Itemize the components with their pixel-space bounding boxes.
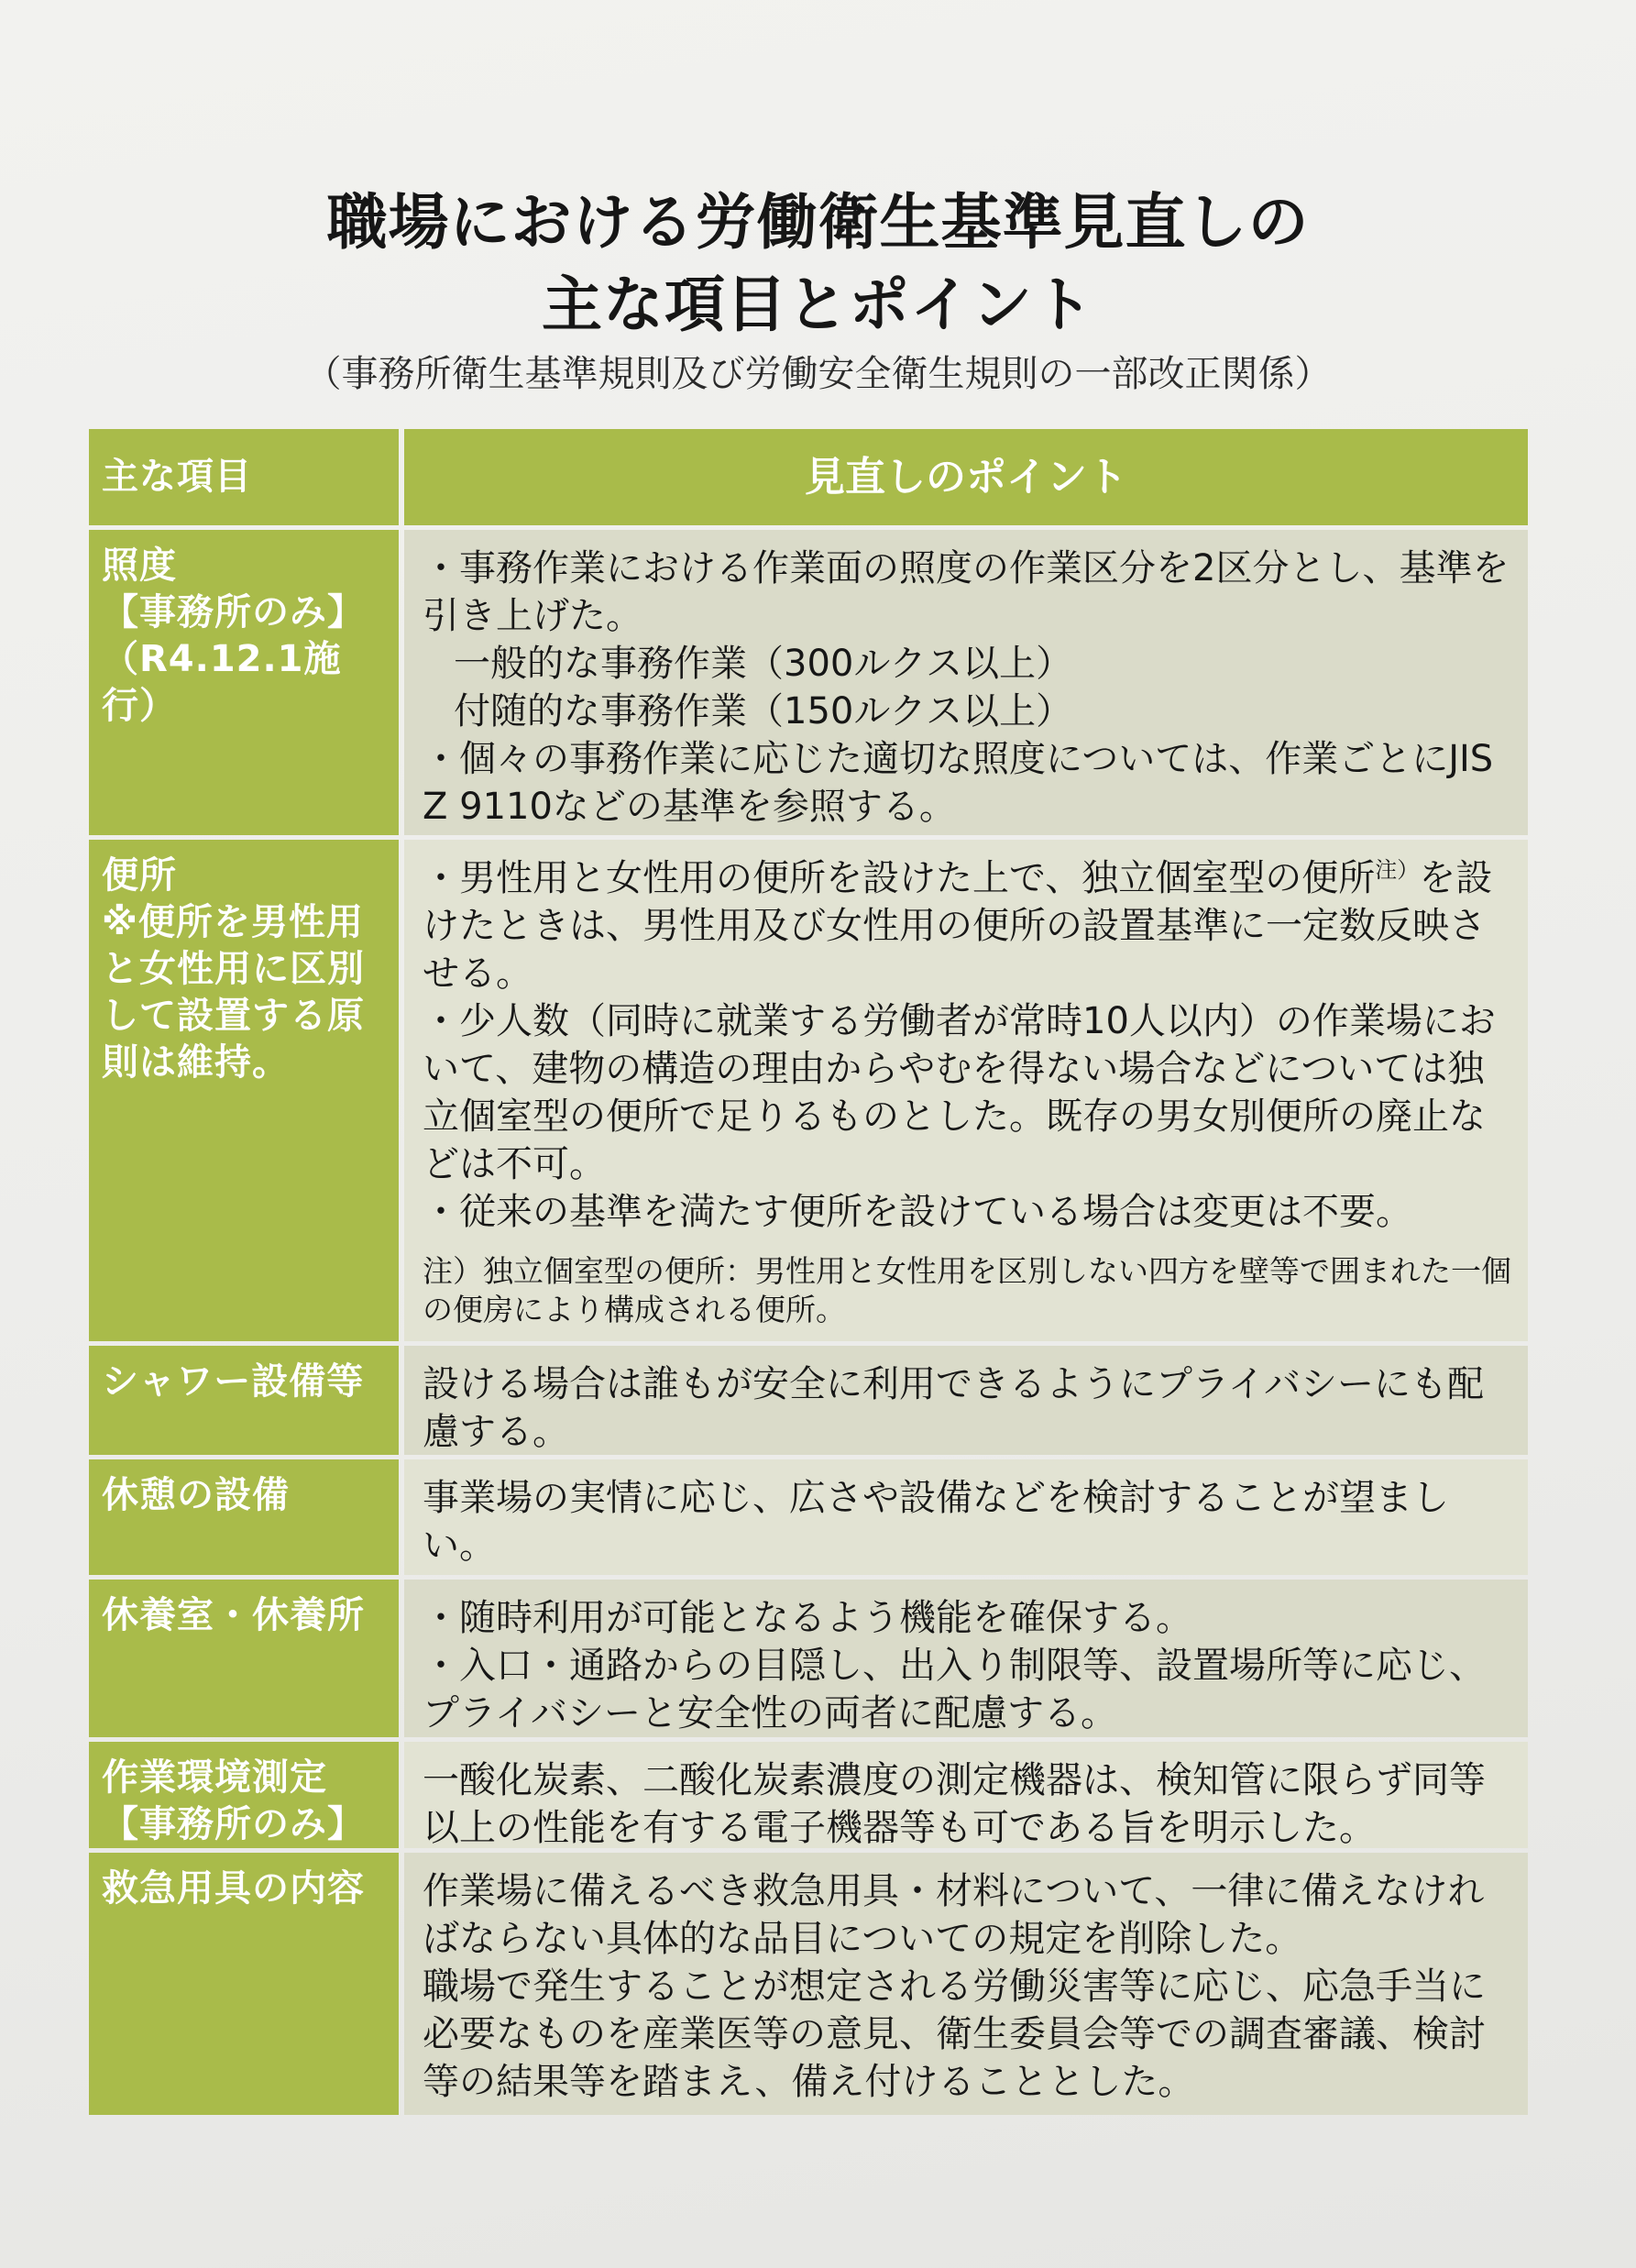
points-cell-shower [404, 1346, 1528, 1455]
point-text: ・事務作業における作業面の照度の作業区分を2区分とし、基準を引き上げた。 [423, 547, 1510, 637]
item-cell-toilets [89, 840, 399, 1341]
item-sublabel: （R4.12.1施行） [102, 638, 342, 727]
points-cell-toilets [404, 840, 1528, 1341]
point-text: ・少人数（同時に就業する労働者が常時10人以内）の作業場において、建物の構造の理由からやむを得ない場合などについては独立個室型の便所で足りるものとした。既存の男女別便所の廃止などは不可。 [423, 1000, 1496, 1185]
point-text: 一酸化炭素、二酸化炭素濃度の測定機器は、検知管に限らず同等以上の性能を有する電子機器等も可である旨を明示した。 [423, 1759, 1486, 1849]
table-row-recovery-room [89, 1580, 1528, 1737]
point-text: 付随的な事務作業（150ルクス以上） [454, 690, 1073, 732]
item-cell-lighting [89, 530, 399, 835]
point-text: 事業場の実情に応じ、広さや設備などを検討することが望ましい。 [423, 1477, 1449, 1567]
page-subtitle: （事務所衛生基準規則及び労働安全衛生規則の一部改正関係） [304, 353, 1332, 395]
page-title-line2: 主な項目とポイント [542, 270, 1094, 340]
item-label: 休憩の設備 [102, 1474, 290, 1516]
table-row-rest-facilities [89, 1459, 1528, 1575]
item-sublabel: ※便所を男性用と女性用に区別して設置する原則は維持。 [102, 901, 365, 1084]
point-text: ・随時利用が可能となるよう機能を確保する。 [423, 1597, 1192, 1639]
point-text: 作業場に備えるべき救急用具・材料について、一律に備えなければならない具体的な品目についての規定を削除した。 [423, 1870, 1485, 1960]
point-text: ・男性用と女性用の便所を設けた上で、独立個室型の便所$^{注)}$を設けたときは、男性用及び女性用の便所の設置基準に一定数反映させる。 [423, 857, 1493, 995]
item-cell-recovery-room [89, 1580, 399, 1737]
item-label: 照度 [102, 545, 177, 587]
footnote-marker: 注） [1375, 857, 1420, 883]
points-cell-rest-facilities [404, 1459, 1528, 1575]
header-review-points: 見直しのポイント [404, 429, 1528, 525]
page-title-line1: 職場における労働衛生基準見直しの [326, 187, 1310, 258]
item-cell-rest-facilities [89, 1459, 399, 1575]
item-cell-first-aid [89, 1853, 399, 2115]
point-text: ・個々の事務作業に応じた適切な照度については、作業ごとにJIS Z 9110などの基準を参照する。 [423, 738, 1494, 828]
points-cell-work-environment [404, 1742, 1528, 1848]
item-sublabel: 【事務所のみ】 [102, 591, 365, 633]
table-row-work-environment [89, 1742, 1528, 1848]
point-text: ・従来の基準を満たす便所を設けている場合は変更は不要。 [423, 1191, 1412, 1233]
item-label: 救急用具の内容 [102, 1867, 365, 1910]
table-header-row [89, 429, 1528, 525]
item-cell-work-environment [89, 1742, 399, 1848]
points-cell-recovery-room [404, 1580, 1528, 1737]
item-label: 便所 [102, 854, 177, 897]
table-row-shower [89, 1346, 1528, 1455]
revision-table [89, 429, 1528, 2119]
item-label: シャワー設備等 [102, 1360, 365, 1403]
points-cell-lighting [404, 530, 1528, 835]
table-row-lighting [89, 530, 1528, 835]
table-row-first-aid [89, 1853, 1528, 2115]
point-text: 一般的な事務作業（300ルクス以上） [454, 643, 1073, 685]
points-cell-first-aid [404, 1853, 1528, 2115]
item-label: 作業環境測定 [102, 1756, 327, 1799]
item-sublabel: 【事務所のみ】 [102, 1803, 365, 1845]
point-text: 職場で発生することが想定される労働災害等に応じ、応急手当に必要なものを産業医等の意見、衛生委員会等での調査審議、検討等の結果等を踏まえ、備え付けることとした。 [423, 1965, 1486, 2103]
footnote: 注）独立個室型の便所：男性用と女性用を区別しない四方を壁等で囲まれた一個の便房により構成される便所。 [423, 1253, 1511, 1327]
item-cell-shower [89, 1346, 399, 1455]
point-text: ・入口・通路からの目隠し、出入り制限等、設置場所等に応じ、プライバシーと安全性の両者に配慮する。 [423, 1645, 1486, 1734]
table-row-toilets [89, 840, 1528, 1341]
item-label: 休養室・休養所 [102, 1594, 365, 1636]
point-text: 設ける場合は誰もが安全に利用できるようにプライバシーにも配慮する。 [423, 1363, 1484, 1453]
header-main-items: 主な項目 [89, 429, 399, 525]
